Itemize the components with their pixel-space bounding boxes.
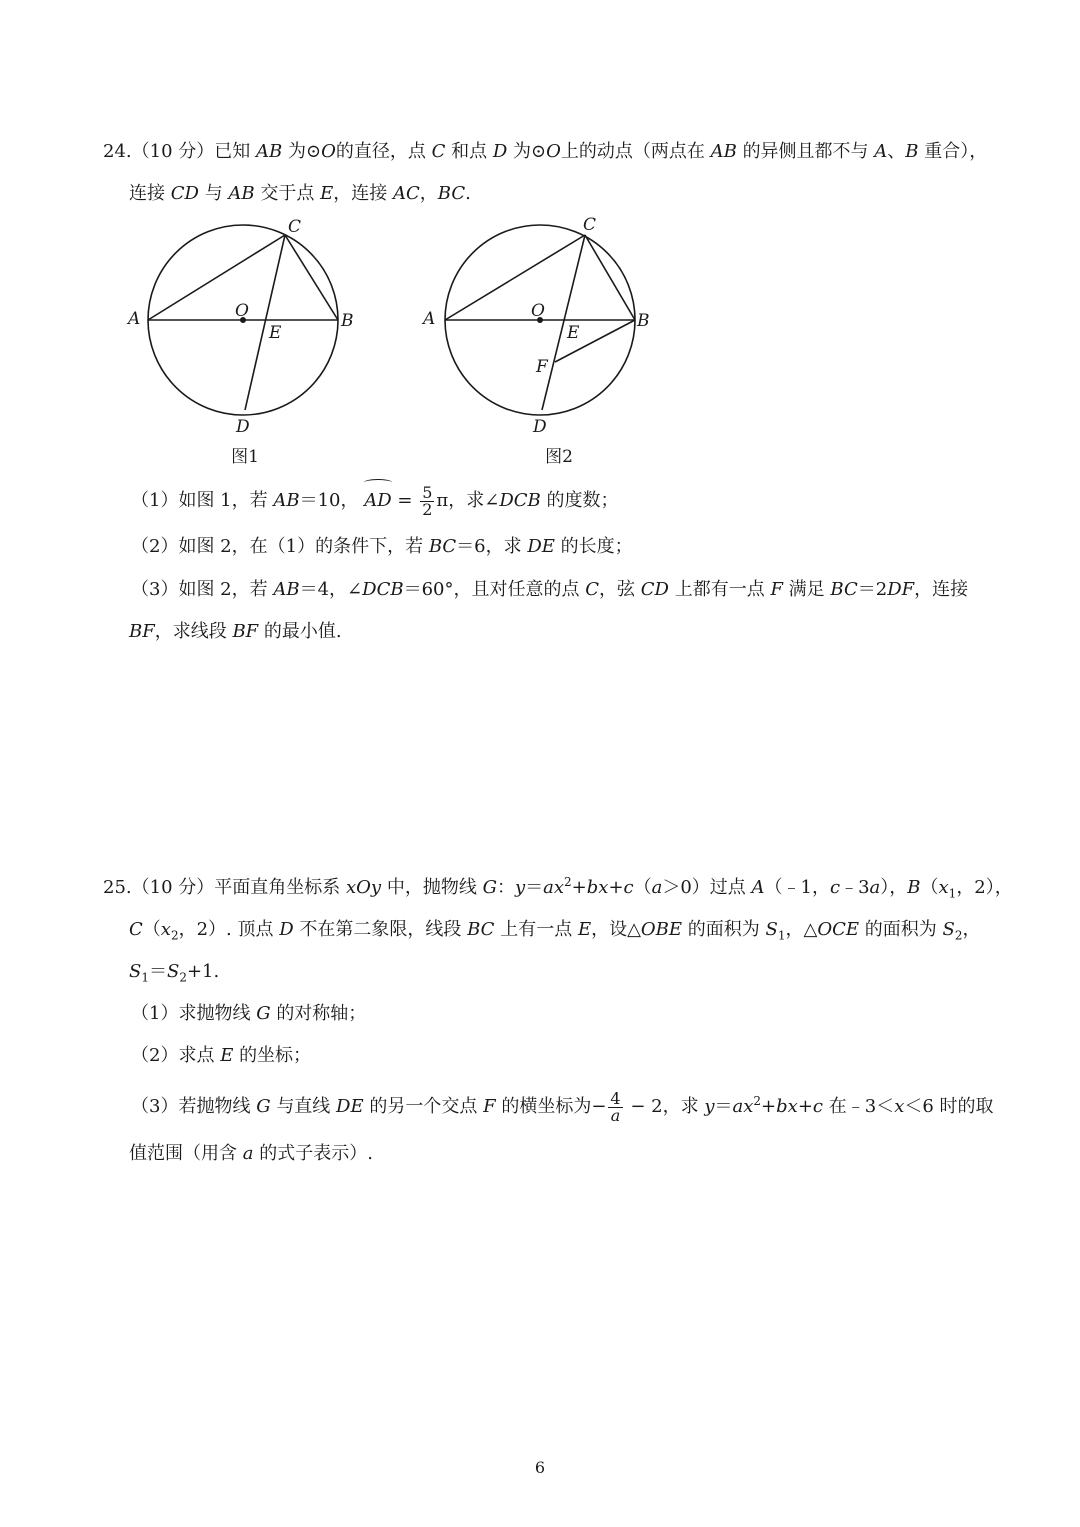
arc-AD: AD — [364, 484, 391, 518]
q24-part3-line1: （3）如图 2，若 AB＝4，∠DCB＝60°，且对任意的点 C，弦 CD 上都有一点 F 满足 BC＝2DF，连接 — [131, 579, 969, 600]
fig2-label-O: O — [531, 301, 545, 321]
fig2-label-A: A — [423, 309, 436, 329]
q25-line1: 25.（10 分）平面直角坐标系 xOy 中，抛物线 G：$y=ax^2+bx+c(a>0)$过点 A（﹣1，c﹣3a），$B(x_1$，2）， — [103, 875, 1013, 901]
fig1-BC — [285, 235, 338, 320]
fig2-label-C: C — [583, 215, 597, 235]
fig1-label-D: D — [236, 417, 250, 437]
fig1-caption: 图1 — [231, 447, 259, 467]
q25-part1: （1）求抛物线 G 的对称轴； — [131, 1003, 367, 1024]
q25-line2: $C(x_2$，2）. 顶点 D 不在第二象限，线段 BC 上有一点 E，设△OBE 的面积为 $S_1$，△OCE 的面积为 $S_2$， — [129, 919, 981, 943]
fig2-AC — [445, 235, 585, 320]
fig2-label-E: E — [567, 323, 580, 343]
q25-part3-line1: （3）若抛物线 G 与直线 DE 的另一个交点 F 的横坐标为− $\frac{4}{a}$ − 2，求 $y=ax^2+bx+c$ 在﹣3＜x＜6 时的取 — [131, 1088, 994, 1125]
figure-2 — [415, 210, 665, 480]
figure-1 — [120, 210, 370, 480]
q24-part2: （2）如图 2，在（1）的条件下，若 BC＝6，求 DE 的长度； — [131, 536, 633, 557]
fig2-label-F: F — [536, 357, 548, 377]
q24-part1: （1）如图 1，若 AB＝10， AD = $\frac{5}{2}$ π，求∠DCB 的度数； — [131, 482, 619, 519]
q25-part2: （2）求点 E 的坐标； — [131, 1045, 312, 1066]
fig2-BC — [585, 235, 635, 320]
fig2-label-B: B — [637, 311, 650, 331]
fraction-5-2: $\frac{5}{2}$ — [422, 482, 433, 519]
fig1-label-O: O — [235, 301, 249, 321]
q24-line2: 连接 CD 与 AB 交于点 E，连接 AC，BC. — [129, 183, 471, 204]
q24-line1: 24.（10 分）已知 AB 为⊙O的直径，点 C 和点 D 为⊙O上的动点（两点在 AB 的异侧且都不与 A、B 重合）， — [103, 141, 988, 162]
fig1-label-E: E — [269, 323, 282, 343]
q24-part3-line2: BF，求线段 BF 的最小值. — [129, 621, 342, 642]
fig1-label-B: B — [341, 311, 354, 331]
q25-line3: $S_1=S_2+1$. — [129, 961, 220, 985]
fraction-4-a: $\frac{4}{a}$ — [610, 1088, 621, 1125]
fig2-label-D: D — [533, 417, 547, 437]
page-number: 6 — [534, 1458, 546, 1477]
fig2-caption: 图2 — [545, 447, 573, 467]
q25-part3-line2: 值范围（用含 a 的式子表示）. — [129, 1143, 373, 1164]
fig1-label-C: C — [288, 217, 302, 237]
fig1-label-A: A — [128, 309, 141, 329]
fig1-AC — [148, 235, 285, 320]
